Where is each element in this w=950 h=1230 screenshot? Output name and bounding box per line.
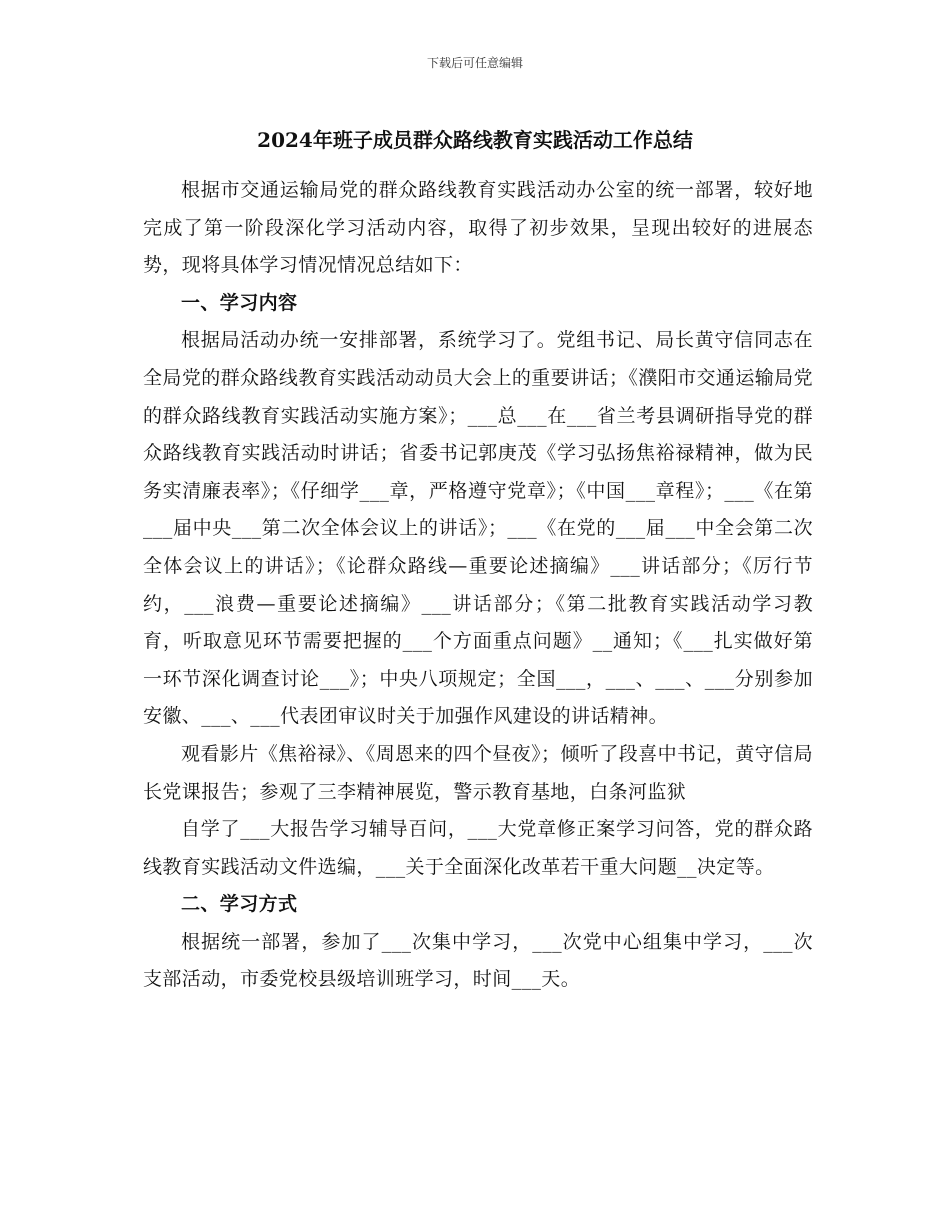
document-title: 2024年班子成员群众路线教育实践活动工作总结 bbox=[257, 128, 693, 152]
section-heading-study-content: 一、学习内容 bbox=[181, 291, 298, 314]
study-content-paragraph-3: 自学了___大报告学习辅导百问，___大党章修正案学习问答，党的群众路线教育实践活动文件选编，___关于全面深化改革若干重大问题__决定等。 bbox=[143, 818, 813, 878]
study-content-paragraph-1: 根据局活动办统一安排部署，系统学习了。党组书记、局长黄守信同志在全局党的群众路线教育实践活动动员大会上的重要讲话；《濮阳市交通运输局党的群众路线教育实践活动实施方案》；___总___在___省兰考县调研指导党的群众路线教育实践活动时讲话；省委书记郭庚茂《学习弘扬焦裕禄精神，做为民务实清廉表率》；《仔细学___章，严格遵守党章》；《中国___章程》；___《在第___届中央___第二次全体会议上的讲话》；___《在党的___届___中全会第二次全体会议上的讲话》；《论群众路线—重要论述摘编》___讲话部分；《厉行节约，___浪费—重要论述摘编》___讲话部分；《第二批教育实践活动学习教育，听取意见环节需要把握的___个方面重点问题》__通知；《___扎实做好第一环节深化调查讨论___》；中央八项规定；全国___，___、___、___分别参加安徽、___、___代表团审议时关于加强作风建设的讲话精神。 bbox=[143, 329, 813, 728]
header-note: 下载后可任意编辑 bbox=[426, 56, 523, 70]
document-body bbox=[143, 172, 813, 999]
study-method-paragraph-1: 根据统一部署，参加了___次集中学习，___次党中心组集中学习，___次支部活动，市委党校县级培训班学习，时间___天。 bbox=[143, 930, 813, 991]
intro-paragraph: 根据市交通运输局党的群众路线教育实践活动办公室的统一部署，较好地完成了第一阶段深化学习活动内容，取得了初步效果，呈现出较好的进展态势，现将具体学习情况情况总结如下： bbox=[143, 179, 813, 277]
study-content-paragraph-2: 观看影片《焦裕禄》、《周恩来的四个昼夜》；倾听了段喜中书记，黄守信局长党课报告；参观了三李精神展览，警示教育基地，白条河监狱 bbox=[143, 742, 813, 803]
section-heading-study-method: 二、学习方式 bbox=[181, 893, 298, 916]
